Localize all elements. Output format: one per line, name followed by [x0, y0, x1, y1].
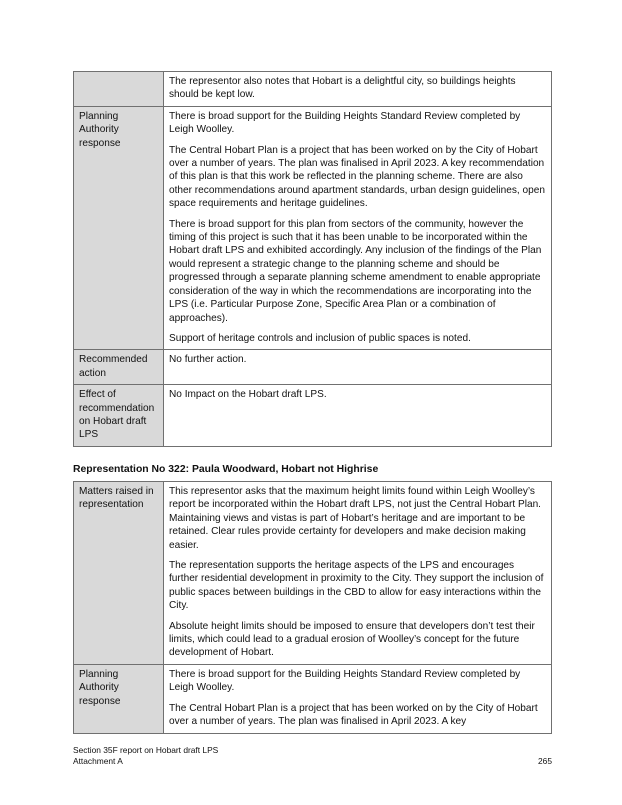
- paragraph: There is broad support for the Building Heights Standard Review completed by Leigh Woolley.: [169, 110, 521, 136]
- row-label-cell: Recommended action: [74, 350, 164, 385]
- representation-heading: Representation No 322: Paula Woodward, Hobart not Highrise: [73, 464, 379, 475]
- row-label-cell: Matters raised in representation: [74, 482, 164, 665]
- row-content-cell: [164, 72, 552, 107]
- row-content-cell: [164, 106, 552, 350]
- table-row: [74, 664, 552, 733]
- footer-report-title: Section 35F report on Hobart draft LPS: [73, 745, 219, 755]
- paragraph: The representation supports the heritage aspects of the LPS and encourages further residential development in proximity to the City. They support the inclusion of public spaces between buildings in the CBD to allow for easy interactions within the City.: [169, 560, 544, 612]
- representation-table: [73, 481, 552, 734]
- table-row: [74, 482, 552, 665]
- row-label-cell: Effect of recommendation on Hobart draft LPS: [74, 385, 164, 447]
- table-row: [74, 385, 552, 447]
- table-row: [74, 106, 552, 350]
- representation-table-continued: [73, 71, 552, 447]
- paragraph: The representor also notes that Hobart is a delightful city, so buildings heights should be kept low.: [169, 76, 516, 101]
- page-number: 265: [538, 756, 552, 766]
- row-label-cell: Planning Authority response: [74, 664, 164, 733]
- paragraph: There is broad support for the Building Heights Standard Review completed by Leigh Woolley.: [169, 668, 521, 694]
- paragraph: No further action.: [169, 354, 247, 366]
- paragraph: The Central Hobart Plan is a project that has been worked on by the City of Hobart over a number of years. The plan was finalised in April 2023. A key recommendation of this plan is that this work be reflected in the planning scheme. There are also other recommendations around apartment standards, urban design guidelines, open space requirements and heritage guidelines.: [169, 144, 545, 210]
- paragraph: This representor asks that the maximum height limits found within Leigh Woolley’s report be incorporated within the Hobart draft LPS, not just the Central Hobart Plan. Maintaining views and vistas is part of Hobart’s heritage and are important to be retained. Clear rules provide certainty for developers and make decision making easier.: [169, 486, 541, 551]
- paragraph: Absolute height limits should be imposed to ensure that developers don’t test their limits, which could lead to a gradual erosion of Woolley’s concept for the future development of Hobart.: [169, 620, 535, 659]
- paragraph: No Impact on the Hobart draft LPS.: [169, 389, 327, 401]
- row-label-cell: Planning Authority response: [74, 106, 164, 350]
- paragraph: Support of heritage controls and inclusion of public spaces is noted.: [169, 332, 471, 344]
- footer-attachment: Attachment A: [73, 756, 123, 766]
- row-content-cell: [164, 482, 552, 665]
- row-content-cell: [164, 350, 552, 385]
- row-label-cell: [74, 72, 164, 107]
- table-row: [74, 72, 552, 107]
- page-footer: [73, 745, 218, 767]
- table-row: [74, 350, 552, 385]
- row-content-cell: [164, 664, 552, 733]
- row-content-cell: [164, 385, 552, 447]
- paragraph: The Central Hobart Plan is a project that has been worked on by the City of Hobart over a number of years. The plan was finalised in April 2023. A key: [169, 702, 538, 728]
- paragraph: There is broad support for this plan from sectors of the community, however the timing of this project is such that it has been unable to be incorporated within the Hobart draft LPS and exhibited accordingly. Any inclusion of the findings of the Plan would represent a strategic change to the planning scheme and should be progressed through a separate planning scheme amendment to enable appropriate consideration of the way in which the recommendations are incorporating into the LPS (i.e. Particular Purpose Zone, Specific Area Plan or a combination of approaches).: [169, 218, 542, 324]
